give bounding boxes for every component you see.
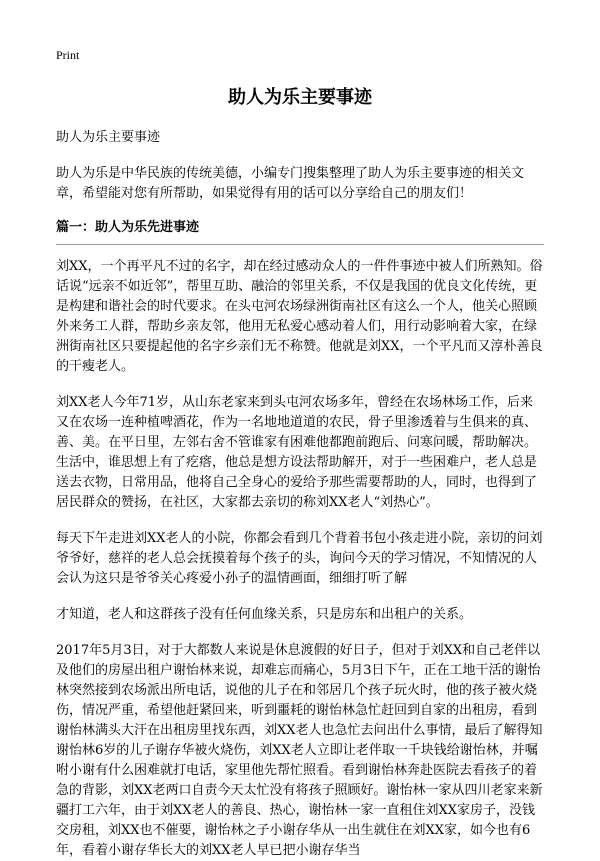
document-title: 助人为乐主要事迹	[228, 87, 372, 108]
story-paragraph-1: 刘XX，一个再平凡不过的名字，却在经过感动众人的一件件事迹中被人们所熟知。俗话说“远亲不如近邻”，帮里互助、融洽的邻里关系，不仅是我国的优良文化传统，更是构建和谐社会的时代要求。在头屯河农场绿洲街南社区有这么一个人，他关心照顾外来务工人群，帮助乡亲友邻，他用无私爱心感动着人们，用行动影响着大家，在绿洲街南社区只要提起他的名字乡亲们无不称赞。他就是刘XX，一个平凡而又淳朴善良的干瘦老人。	[56, 259, 543, 374]
document-subtitle: 助人为乐主要事迹	[56, 130, 161, 145]
print-link[interactable]: Print	[56, 48, 80, 62]
story-paragraph-3: 每天下午走进刘XX老人的小院，你都会看到几个背着书包小孩走进小院，亲切的问刘爷爷好，慈祥的老人总会抚摸着每个孩子的头，询问今天的学习情况，不知情况的人会认为这只是爷爷关心疼爱小孙子的温情画面，细细打听了解	[56, 531, 543, 586]
intro-paragraph: 助人为乐是中华民族的传统美德，小编专门搜集整理了助人为乐主要事迹的相关文章，希望能对您有所帮助，如果觉得有用的话可以分享给自己的朋友们！	[56, 166, 525, 201]
story-paragraph-2: 刘XX老人今年71岁，从山东老家来到头屯河农场多年，曾经在农场林场工作，后来又在农场一连种植啤酒花，作为一名地地道道的农民，骨子里渗透着与生俱来的真、善、美。在平日里，左邻右舍不管谁家有困难他都跑前跑后、问寒问暖，帮助解决。生活中，谁思想上有了疙瘩，他总是想方设法帮助解开，对于一些困难户，老人总是送去衣物，日常用品，他将自己全身心的爱给予那些需要帮助的人，同时，也得到了居民群众的赞扬，在社区，大家都去亲切的称刘XX老人“刘热心”。	[56, 395, 538, 510]
story-paragraph-5: 2017年5月3日，对于大都数人来说是休息渡假的好日子，但对于刘XX和自己老伴以及他们的房屋出租户谢怡林来说，却难忘而痛心，5月3日下午，正在工地干活的谢怡林突然接到农场派出所电话，说他的儿子在和邻居几个孩子玩火时，他的孩子被火烧伤，情况严重，希望他赶紧回来，听到噩耗的谢怡林急忙赶回到自家的出租房，看到谢怡林满头大汗在出租房里找东西，刘XX老人也急忙去问出什么事情，最后了解得知谢怡林6岁的儿子谢存华被火烧伤，刘XX老人立即让老伴取一千块钱给谢怡林，并嘱咐小谢有什么困难就打电话，家里他先帮忙照看。看到谢怡林奔赴医院去看孩子的着急的背影，刘XX老两口自责今天太忙没有将孩子照顾好。谢怡林一家从四川老家来新疆打工六年，由于刘XX老人的善良、热心，谢怡林一家一直租住刘XX家房子，没钱交房租，刘XX也不催要，谢怡林之子小谢存华从一出生就住在刘XX家，如今也有6年，看着小谢存华长大的刘XX老人早已把小谢存华当	[56, 643, 543, 858]
section-heading: 篇一：助人为乐先进事迹	[56, 218, 544, 245]
story-paragraph-4: 才知道，老人和这群孩子没有任何血缘关系，只是房东和出租户的关系。	[56, 607, 473, 622]
